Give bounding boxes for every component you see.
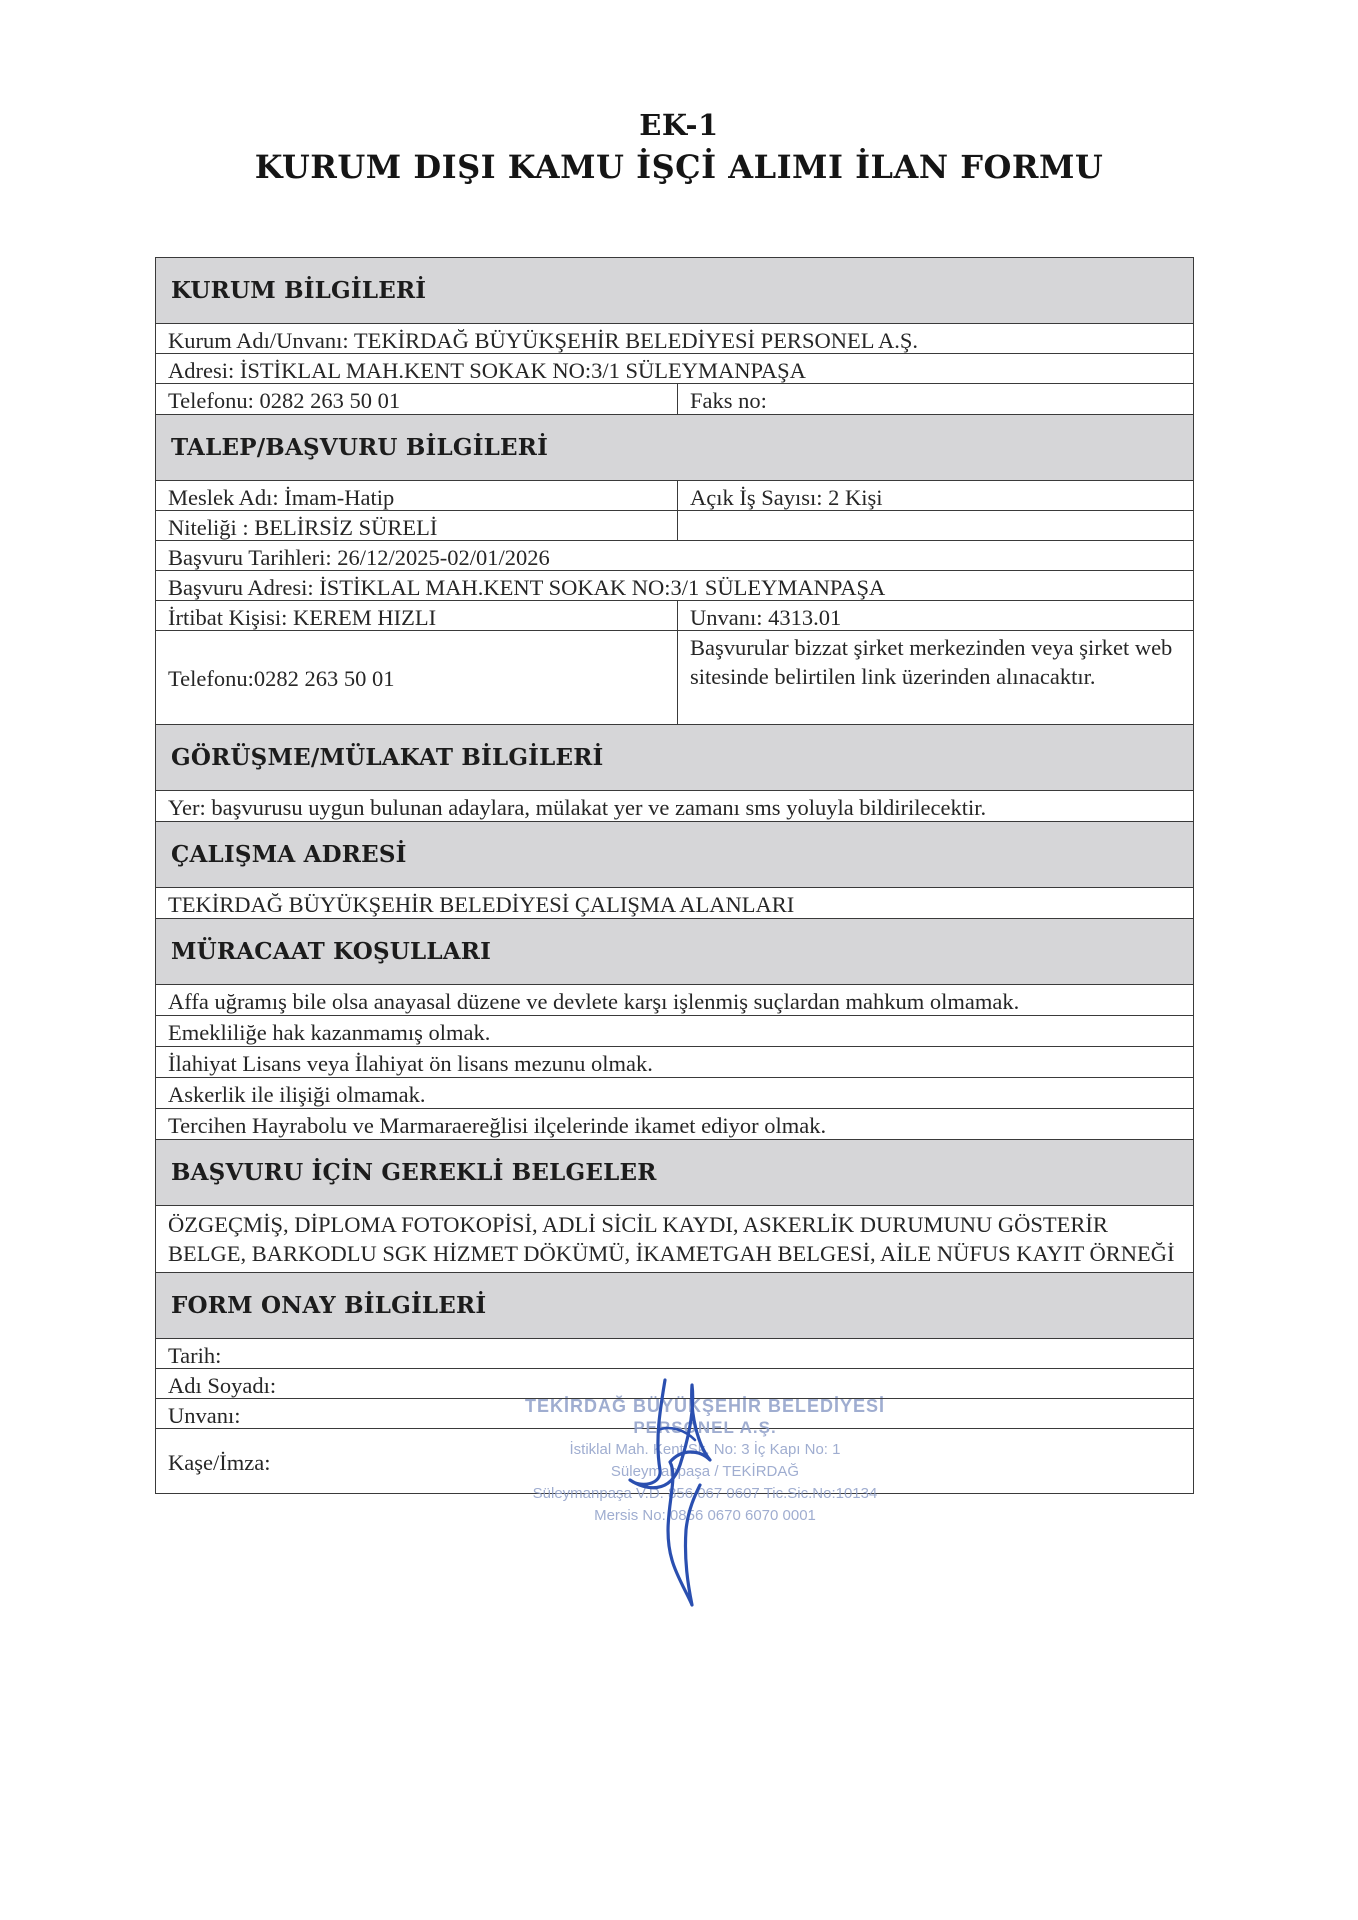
kurum-name-row [156, 324, 1193, 354]
section-muracaat-heading: MÜRACAAT KOŞULLARI [156, 919, 1193, 985]
belgeler-row [156, 1206, 1193, 1273]
condition-item: İlahiyat Lisans veya İlahiyat ön lisans mezunu olmak. [168, 1051, 653, 1076]
kurum-name: Kurum Adı/Unvanı: TEKİRDAĞ BÜYÜKŞEHİR BELEDİYESİ PERSONEL A.Ş. [168, 328, 919, 353]
stamp-line: Mersis No: 0856 0670 6070 0001 [594, 1507, 816, 1524]
condition-row [156, 1109, 1193, 1140]
gorusme-place-row [156, 791, 1193, 822]
application-note: Başvurular bizzat şirket merkezinden veya şirket web sitesinde belirtilen link üzerinden alınacaktır. [690, 635, 1173, 689]
application-address: Başvuru Adresi: İSTİKLAL MAH.KENT SOKAK NO:3/1 SÜLEYMANPAŞA [168, 575, 886, 600]
kurum-contact-row [156, 384, 1193, 415]
contact-person: İrtibat Kişisi: KEREM HIZLI [156, 601, 678, 630]
section-talep-heading: TALEP/BAŞVURU BİLGİLERİ [156, 415, 1193, 481]
contact-phone: Telefonu:0282 263 50 01 [156, 631, 678, 724]
condition-item: Emekliliğe hak kazanmamış olmak. [168, 1020, 491, 1045]
interview-place: Yer: başvurusu uygun bulunan adaylara, mülakat yer ve zamanı sms yoluyla bildirilecektir. [168, 795, 987, 820]
kurum-phone: Telefonu: 0282 263 50 01 [156, 384, 678, 414]
kurum-fax: Faks no: [690, 388, 767, 413]
signature-icon [600, 1370, 760, 1610]
stamp-signature-label: Kaşe/İmza: [168, 1449, 271, 1475]
kurum-address: Adresi: İSTİKLAL MAH.KENT SOKAK NO:3/1 SÜLEYMANPAŞA [168, 358, 806, 383]
approver-name: Adı Soyadı: [168, 1373, 277, 1398]
profession-name: Meslek Adı: İmam-Hatip [156, 481, 678, 510]
talep-contact-row [156, 601, 1193, 631]
section-onay-heading: FORM ONAY BİLGİLERİ [156, 1273, 1193, 1339]
stamp-line: Süleymanpaşa V.D. 856 067 0607 Tic.Sic.No:10134 [532, 1485, 878, 1502]
talep-dates-row [156, 541, 1193, 571]
open-positions: Açık İş Sayısı: 2 Kişi [690, 485, 883, 510]
condition-row [156, 1016, 1193, 1047]
condition-row [156, 985, 1193, 1016]
contact-title: Unvanı: 4313.01 [690, 605, 842, 630]
section-belgeler-heading: BAŞVURU İÇİN GEREKLİ BELGELER [156, 1140, 1193, 1206]
condition-row [156, 1047, 1193, 1078]
talep-address-row [156, 571, 1193, 601]
talep-profession-row [156, 481, 1193, 511]
required-documents: ÖZGEÇMİŞ, DİPLOMA FOTOKOPİSİ, ADLİ SİCİL KAYDI, ASKERLİK DURUMUNU GÖSTERİR BELGE, BARKODLU SGK HİZMET DÖKÜMÜ, İKAMETGAH BELGESİ, AİLE NÜFUS KAYIT ÖRNEĞİ [168, 1212, 1175, 1266]
empty-cell [678, 511, 702, 540]
stamp-line: TEKİRDAĞ BÜYÜKŞEHİR BELEDİYESİ [524, 1396, 886, 1416]
approver-title: Unvanı: [168, 1403, 241, 1428]
stamp-line: PERSONEL A.Ş. [633, 1418, 777, 1437]
announcement-form [155, 257, 1194, 1494]
document-header [0, 104, 1358, 188]
onay-date-row [156, 1339, 1193, 1369]
approval-date: Tarih: [168, 1343, 222, 1368]
annex-label: EK-1 [639, 108, 719, 142]
talep-nature-row [156, 511, 1193, 541]
stamp-line: İstiklal Mah. Kent Sk. No: 3 İç Kapı No: 1 [569, 1441, 841, 1458]
condition-row [156, 1078, 1193, 1109]
talep-phone-row [156, 631, 1193, 725]
form-title: KURUM DIŞI KAMU İŞÇİ ALIMI İLAN FORMU [254, 148, 1104, 186]
condition-item: Askerlik ile ilişiği olmamak. [168, 1082, 426, 1107]
calisma-address-row [156, 888, 1193, 919]
kurum-address-row [156, 354, 1193, 384]
work-address: TEKİRDAĞ BÜYÜKŞEHİR BELEDİYESİ ÇALIŞMA ALANLARI [168, 892, 795, 917]
application-dates: Başvuru Tarihleri: 26/12/2025-02/01/2026 [168, 545, 550, 570]
section-kurum-heading: KURUM BİLGİLERİ [156, 258, 1193, 324]
section-gorusme-heading: GÖRÜŞME/MÜLAKAT BİLGİLERİ [156, 725, 1193, 791]
section-calisma-heading: ÇALIŞMA ADRESİ [156, 822, 1193, 888]
position-nature: Niteliği : BELİRSİZ SÜRELİ [156, 511, 678, 540]
stamp-line: Süleymanpaşa / TEKİRDAĞ [610, 1463, 800, 1480]
condition-item: Tercihen Hayrabolu ve Marmaraereğlisi ilçelerinde ikamet ediyor olmak. [168, 1113, 827, 1138]
condition-item: Affa uğramış bile olsa anayasal düzene ve devlete karşı işlenmiş suçlardan mahkum olmamak. [168, 989, 1020, 1014]
